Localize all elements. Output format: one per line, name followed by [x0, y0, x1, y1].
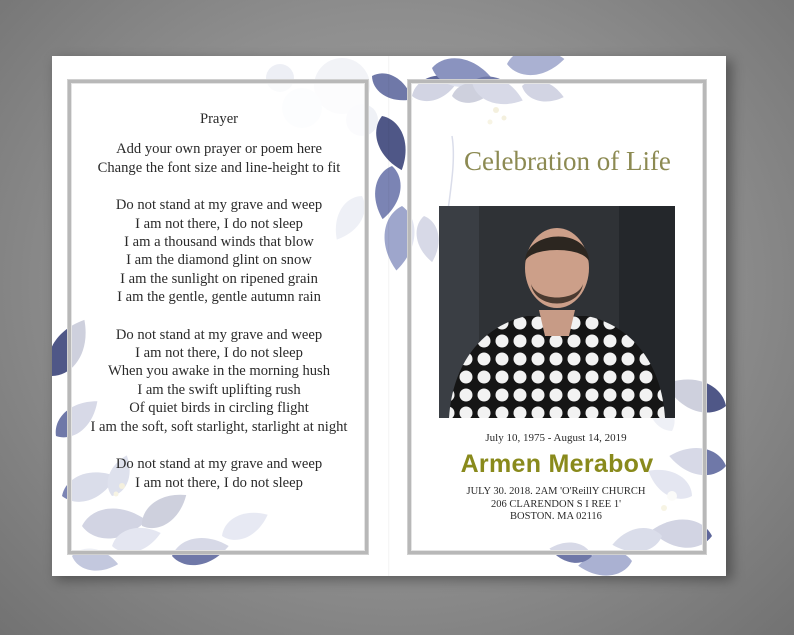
- deceased-name: Armen Merabov: [460, 450, 654, 478]
- service-line: JULY 30. 2018. 2AM 'O'ReillY CHURCH: [466, 486, 646, 497]
- service-line: 206 CLARENDON S I REE 1': [491, 498, 621, 510]
- poem-line: When you awake in the morning hush: [107, 363, 331, 380]
- poem-line: Do not stand at my grave and weep: [115, 326, 323, 343]
- center-fold: [388, 56, 390, 576]
- poem-line: Add your own prayer or poem here: [116, 141, 322, 158]
- poem-line: Do not stand at my grave and weep: [115, 197, 323, 214]
- poem-line: I am a thousand winds that blow: [124, 234, 314, 251]
- poem-line: I am the gentle, gentle autumn rain: [117, 289, 321, 306]
- poem-line: I am the diamond glint on snow: [126, 252, 312, 269]
- poem-line: Do not stand at my grave and weep: [115, 456, 323, 473]
- prayer-poem: [72, 110, 366, 492]
- life-dates: July 10, 1975 - August 14, 2019: [485, 432, 627, 444]
- poem-title: Prayer: [199, 111, 239, 127]
- poem-line: I am the swift uplifting rush: [137, 381, 301, 398]
- poem-line: I am the sunlight on ripened grain: [120, 270, 318, 287]
- poem-line: Change the font size and line-height to fit: [97, 159, 341, 176]
- poem-line: I am the soft, soft starlight, starlight at night: [90, 418, 348, 435]
- portrait-photo: [439, 206, 675, 418]
- portrait-photo-icon: [439, 206, 675, 418]
- service-details: [438, 486, 674, 524]
- funeral-program-card: [52, 56, 726, 576]
- cover-heading: Celebration of Life: [464, 146, 671, 176]
- service-line: BOSTON. MA 02116: [510, 511, 602, 523]
- poem-line: Of quiet birds in circling flight: [129, 400, 309, 417]
- poem-line: I am not there, I do not sleep: [135, 215, 303, 232]
- poem-line: I am not there, I do not sleep: [135, 474, 303, 491]
- poem-line: I am not there, I do not sleep: [135, 345, 303, 362]
